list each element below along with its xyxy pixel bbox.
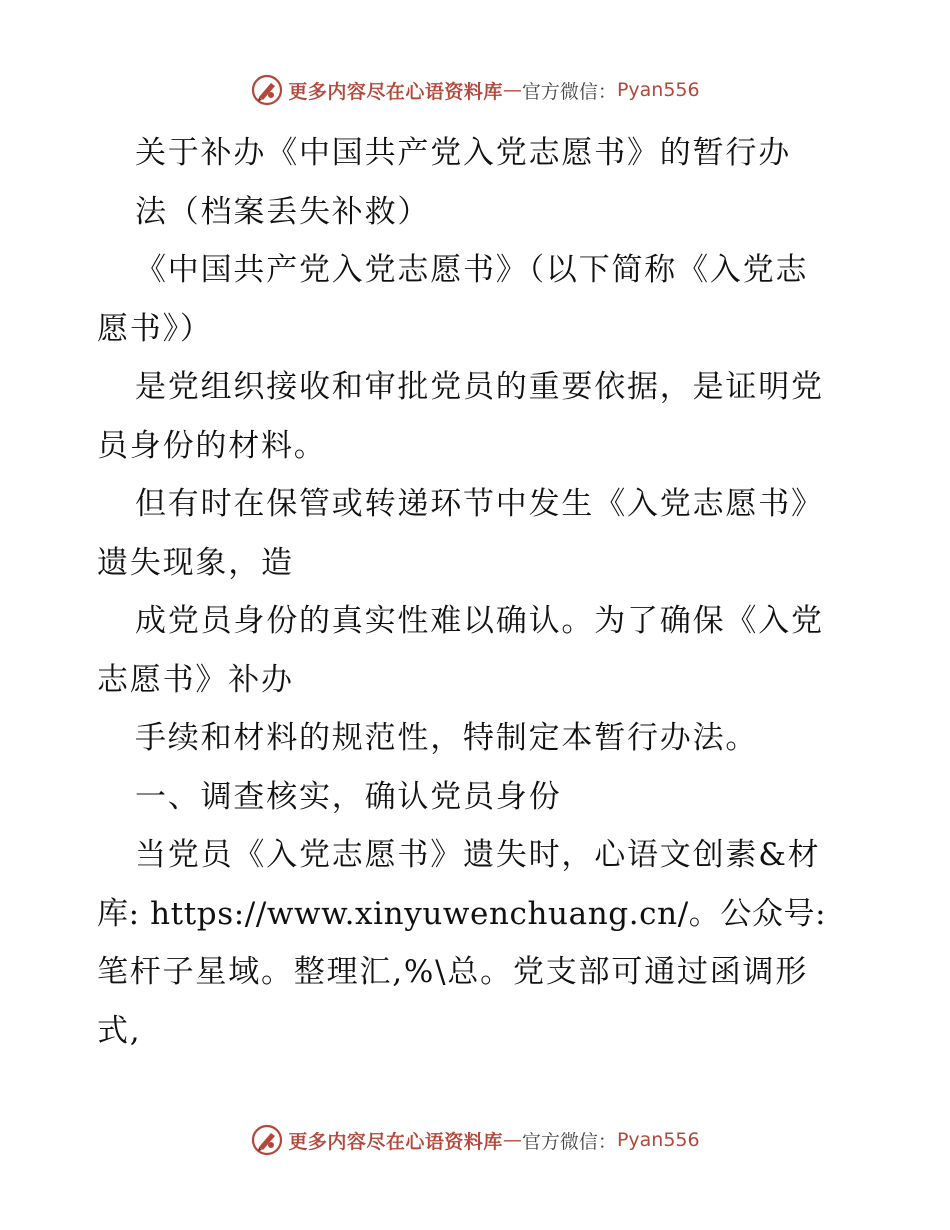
watermark-dash: —	[502, 1129, 522, 1151]
paragraph-line: 员身份的材料。	[97, 427, 327, 464]
watermark-brand: 更多内容尽在心语资料库	[288, 1130, 503, 1153]
paragraph-line: 但有时在保管或转递环节中发生《入党志愿书》	[135, 486, 824, 522]
paragraph-line: 成党员身份的真实性难以确认。为了确保《入党	[135, 603, 824, 639]
paragraph-line-url: 库: https://www.xinyuwenchuang.cn/。公众号:	[97, 895, 827, 932]
paragraph-line: 愿书》）	[97, 310, 213, 347]
watermark-handle: Pyan556	[616, 1129, 700, 1151]
paragraph-line: 手续和材料的规范性，特制定本暂行办法。	[135, 720, 759, 756]
section-heading: 一、调查核实，确认党员身份	[135, 778, 562, 815]
paragraph-line: 当党员《入党志愿书》遗失时，心语文创素&材	[135, 837, 821, 873]
paragraph-line: 《中国共产党入党志愿书》（以下简称《入党志	[135, 252, 809, 288]
title-line-2: 法（档案丢失补救）	[135, 193, 431, 230]
pen-logo-icon	[250, 73, 284, 107]
footer-watermark	[0, 1120, 950, 1160]
watermark-dash: —	[502, 79, 522, 101]
title-line-1: 关于补办《中国共产党入党志愿书》的暂行办	[135, 135, 791, 171]
watermark-handle: Pyan556	[616, 79, 700, 101]
watermark-label: 官方微信：	[521, 1130, 617, 1153]
watermark-label: 官方微信：	[521, 80, 617, 103]
paragraph-line: 遗失现象，造	[97, 544, 294, 581]
header-watermark	[0, 70, 950, 110]
paragraph-line: 志愿书》补办	[97, 661, 294, 698]
pen-logo-icon	[250, 1123, 284, 1157]
paragraph-line: 笔杆子星域。整理汇,%\总。党支部可通过函调形	[97, 954, 809, 990]
paragraph-line: 式,	[97, 1012, 142, 1049]
document-body	[97, 124, 867, 1060]
paragraph-line: 是党组织接收和审批党员的重要依据，是证明党	[135, 369, 824, 405]
watermark-brand: 更多内容尽在心语资料库	[288, 80, 503, 103]
